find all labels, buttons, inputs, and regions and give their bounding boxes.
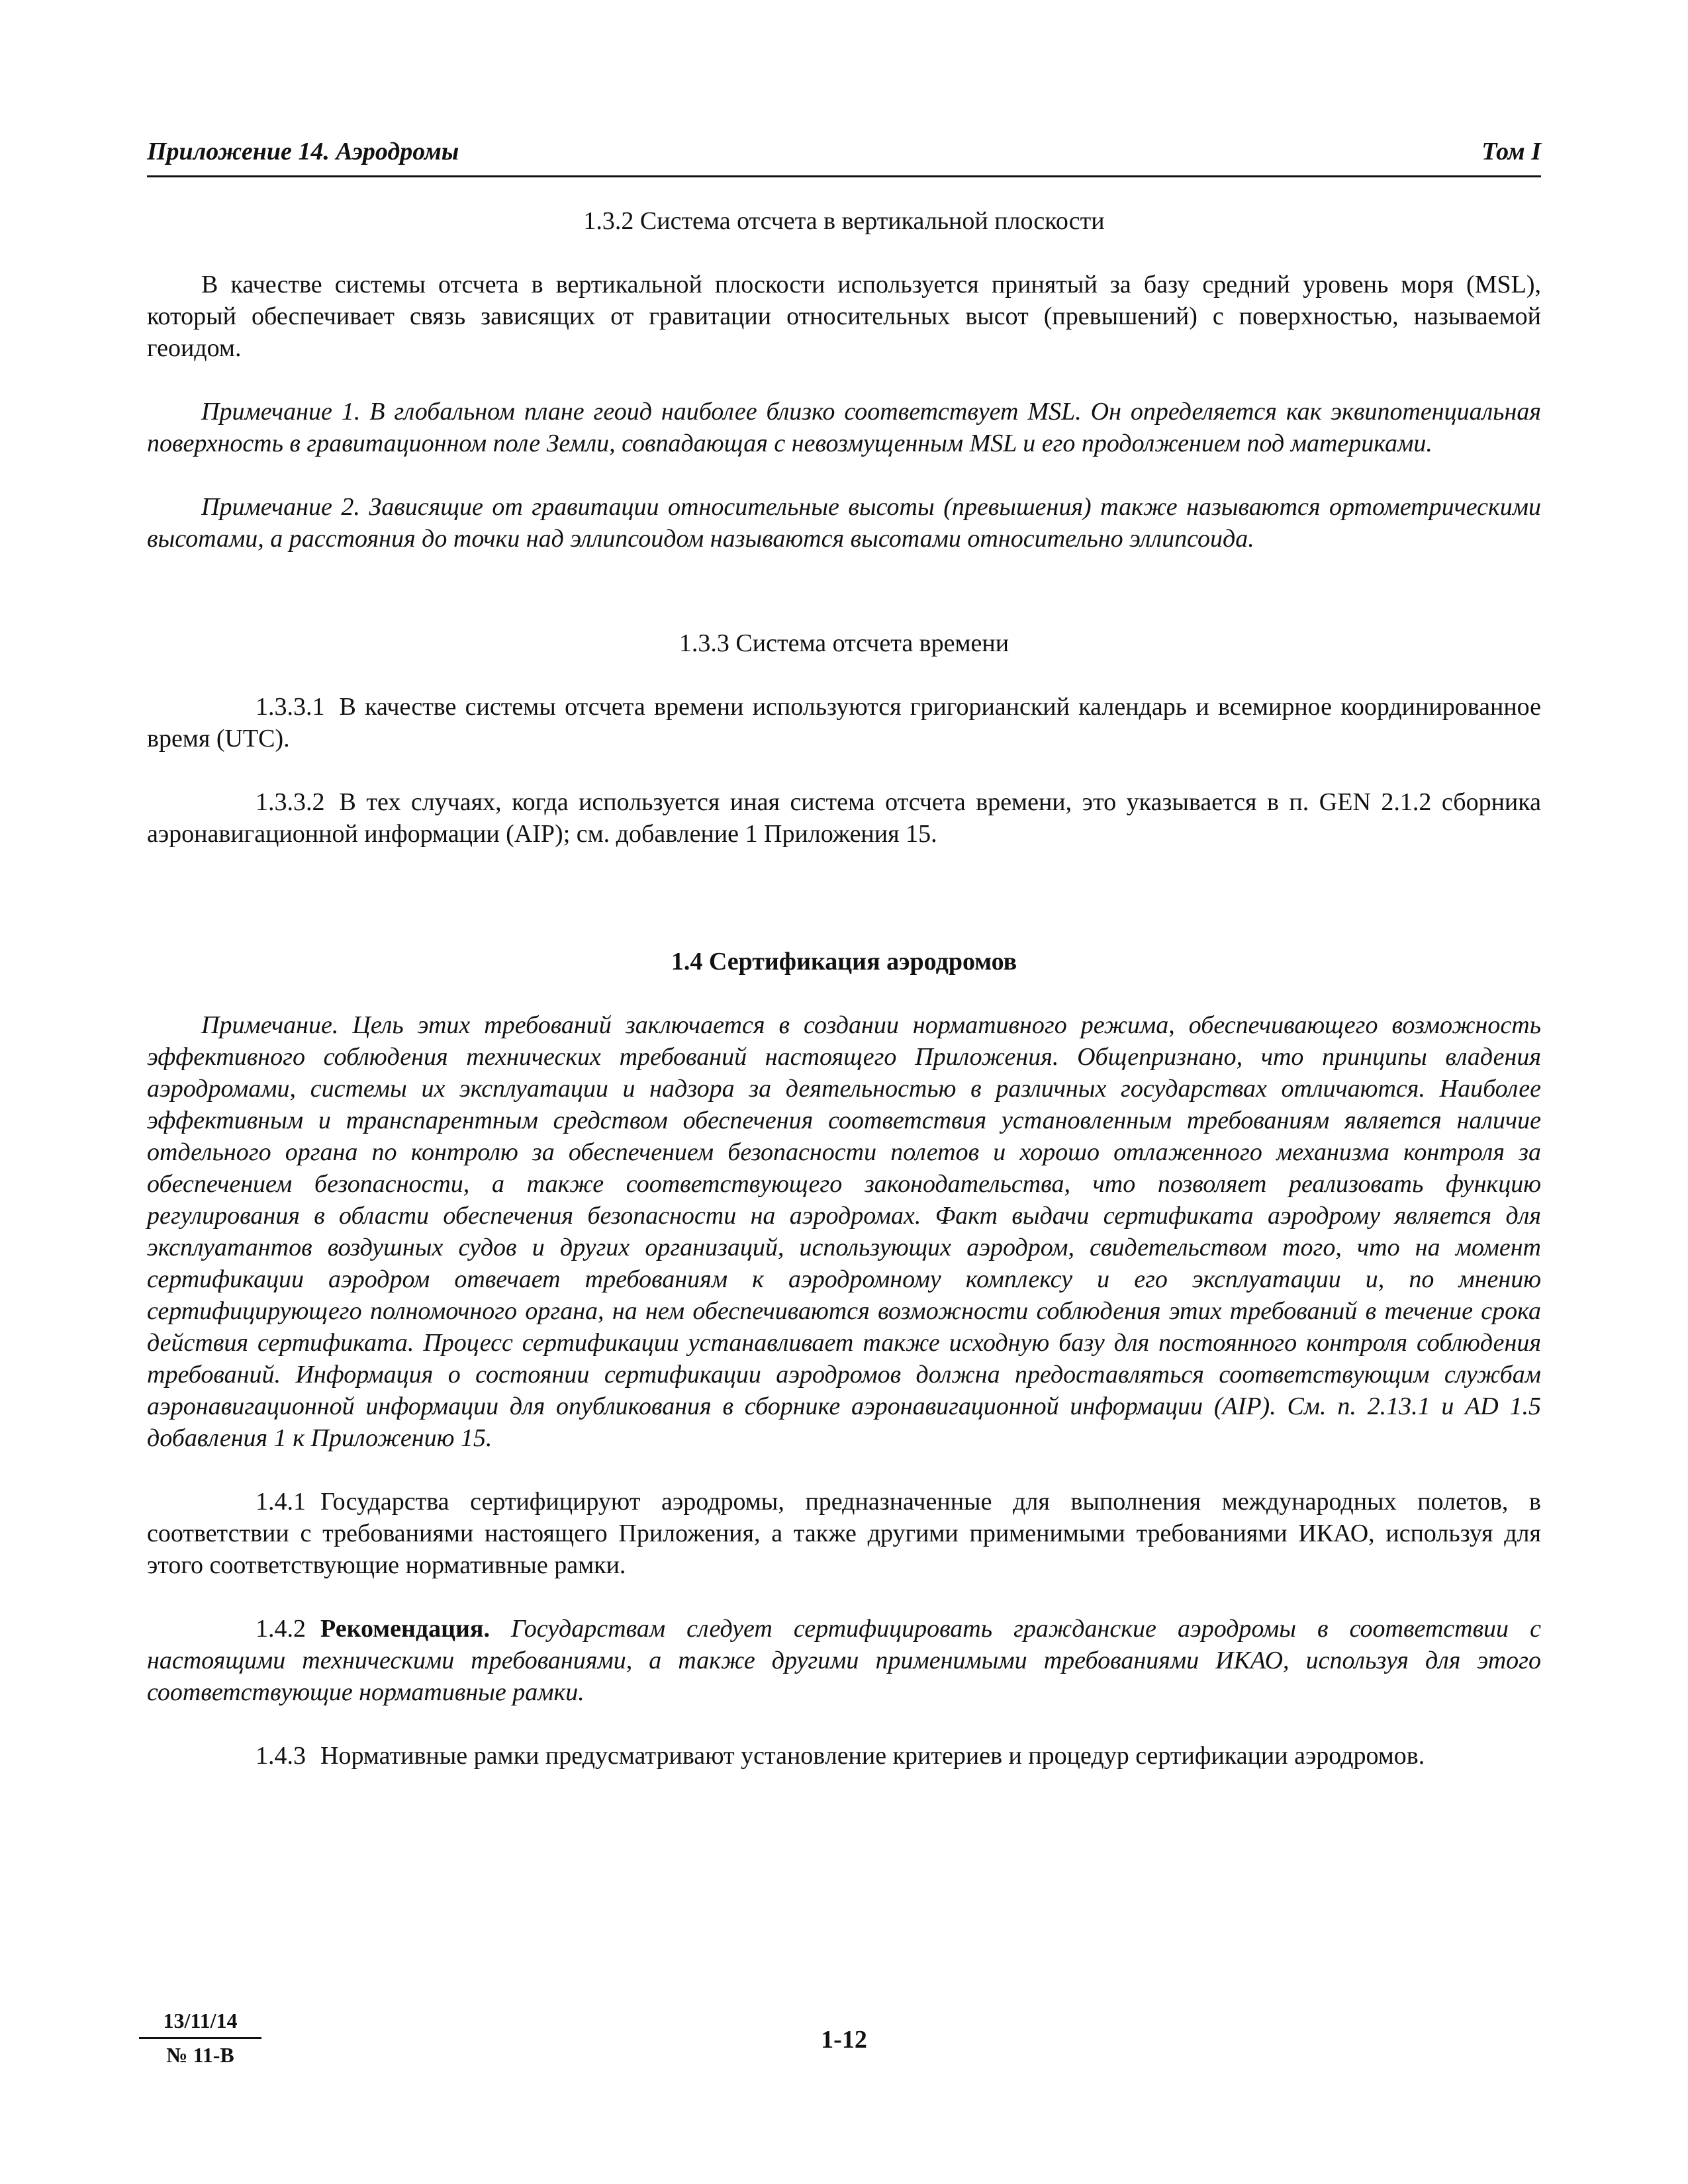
section-heading-1-3-2: 1.3.2 Система отсчета в вертикальной плоскости (583, 207, 1105, 235)
note-certification: Примечание. Цель этих требований заключается в создании нормативного режима, обеспечивающего возможность эффективного соблюдения технических требований настоящего Приложения. Общепризнано, что принципы владения аэродромами, системы их эксплуатации и надзора за деятельностью в различных государствах отличаются. Наиболее эффективным и транспарентным средством обеспечения соответствия установленным требованиям является наличие отдельного органа по контролю за обеспечением безопасности полетов и хорошо отлаженного механизма контроля за обеспечением безопасности, а также соответствующего законодательства, что позволяет реализовать функцию регулирования в области обеспечения безопасности на аэродромах. Факт выдачи сертификата аэродрому является для эксплуатантов воздушных судов и других организаций, использующих аэродром, свидетельством того, что на момент сертификации аэродром отвечает требованиям к аэродромному комплексу и его эксплуатации и, по мнению сертифицирующего полномочного органа, на нем обеспечиваются возможности соблюдения этих требований в течение срока действия сертификата. Процесс сертификации устанавливает также исходную базу для постоянного контроля соблюдения требований. Информация о состоянии сертификации аэродромов должна предоставляться соответствующим службам аэронавигационной информации для опубликования в сборнике аэронавигационной информации (AIP). См. п. 2.13.1 и AD 1.5 добавления 1 к Приложению 15. (147, 1011, 1541, 1452)
paragraph-1-4-2 (147, 1613, 1541, 1708)
paragraph-number: 1.4.3 (256, 1742, 306, 1770)
paragraph-number: 1.4.2 (256, 1615, 306, 1643)
paragraph-1-4-3 (147, 1740, 1541, 1772)
paragraph-number: 1.3.3.1 (256, 693, 325, 721)
section-heading-1-4: 1.4 Сертификация аэродромов (671, 948, 1017, 976)
paragraph-number: 1.4.1 (256, 1488, 306, 1516)
section-heading-1-3-3: 1.3.3 Система отсчета времени (679, 629, 1009, 657)
footer-page-number: 1-12 (821, 2026, 867, 2054)
paragraph-text: В качестве системы отсчета времени используются григорианский календарь и всемирное координированное время (UTC). (147, 693, 1541, 752)
paragraph-text: В тех случаях, когда используется иная система отсчета времени, это указывается в п. GEN 2.1.2 сборника аэронавигационной информации (AIP); см. добавление 1 Приложения 15. (147, 788, 1541, 848)
paragraph-text: Государствам следует сертифицировать гражданские аэродромы в соответствии с настоящими техническими требованиями, а также другими применимыми требованиями ИКАО, используя для этого соответствующие нормативные рамки. (147, 1615, 1541, 1706)
paragraph-vertical-reference: В качестве системы отсчета в вертикальной плоскости используется принятый за базу средний уровень моря (MSL), который обеспечивает связь зависящих от гравитации относительных высот (превышений) с поверхностью, называемой геоидом. (147, 271, 1541, 362)
header-document-title: Приложение 14. Аэродромы (147, 138, 459, 165)
paragraph-1-4-1 (147, 1486, 1541, 1581)
page-header (147, 129, 1541, 177)
header-volume: Том I (1481, 138, 1541, 165)
recommendation-label: Рекомендация. (320, 1615, 490, 1643)
paragraph-text: Государства сертифицируют аэродромы, предназначенные для выполнения международных полетов, в соответствии с требованиями настоящего Приложения, а также другими применимыми требованиями ИКАО, используя для этого соответствующие нормативные рамки. (147, 1488, 1541, 1579)
paragraph-1-3-3-1 (147, 691, 1541, 754)
paragraph-1-3-3-2 (147, 786, 1541, 850)
paragraph-number: 1.3.3.2 (256, 788, 325, 816)
footer-amendment-number: № 11-B (166, 2043, 234, 2067)
footer-date: 13/11/14 (139, 2009, 261, 2039)
note-1-geoid: Примечание 1. В глобальном плане геоид наиболее близко соответствует MSL. Он определяется как эквипотенциальная поверхность в гравитационном поле Земли, совпадающая с невозмущенным MSL и его продолжением под материками. (147, 398, 1541, 457)
note-2-orthometric-heights: Примечание 2. Зависящие от гравитации относительные высоты (превышения) также называются ортометрическими высотами, а расстояния до точки над эллипсоидом называются высотами относительно эллипсоида. (147, 493, 1541, 553)
page-body (147, 205, 1541, 1772)
paragraph-text: Нормативные рамки предусматривают установление критериев и процедур сертификации аэродромов. (320, 1742, 1425, 1770)
